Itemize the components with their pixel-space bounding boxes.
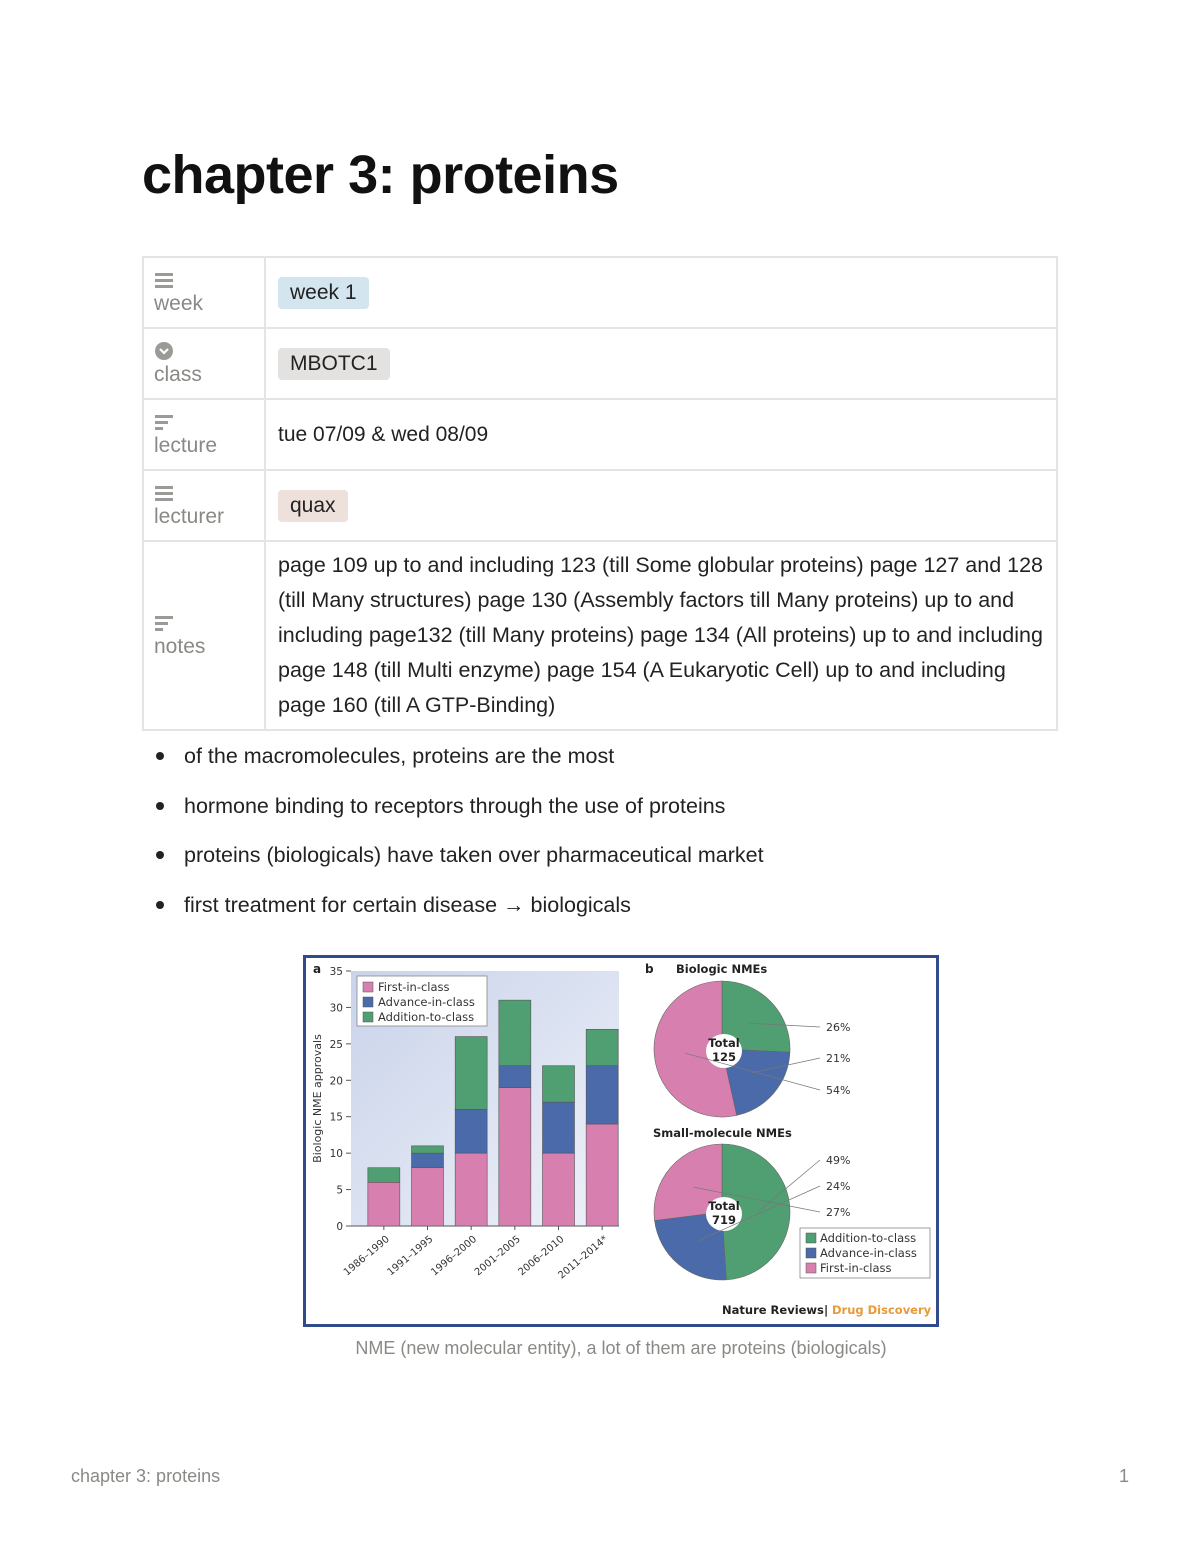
x-tick-label: 2006–2010 [516,1233,567,1279]
bar-segment [543,1102,575,1153]
class-tag[interactable]: MBOTC1 [278,348,390,380]
list-icon [154,483,176,503]
bar-chart-legend [357,976,487,1026]
week-tag[interactable]: week 1 [278,277,369,309]
figure[interactable] [303,955,939,1327]
list-item-text: hormone binding to receptors through the use of proteins [184,793,726,818]
list-item [156,788,764,838]
pie-slice-label: 49% [826,1154,851,1167]
x-tick-label: 2001–2005 [472,1233,523,1279]
property-row-lecture [143,399,1057,470]
pie-center-label: Total [708,1199,740,1213]
y-tick-label: 20 [329,1075,343,1088]
bar-segment [543,1066,575,1102]
property-key-class [143,328,265,399]
property-value-notes[interactable] [265,541,1057,730]
lecture-text: tue 07/09 & wed 08/09 [278,422,489,446]
bullet-icon [156,752,164,760]
list-item-text: proteins (biologicals) have taken over pharmaceutical market [184,843,764,867]
bar-segment [412,1168,444,1226]
pie-title: Small-molecule NMEs [653,1126,792,1140]
text-icon [154,412,176,432]
pie-slice-label: 26% [826,1021,851,1034]
panel-b-label: b [645,962,654,976]
legend-label: Advance-in-class [378,995,475,1009]
property-key-lecture [143,399,265,470]
bar-segment [586,1029,618,1065]
property-key-week [143,257,265,328]
list-item [156,887,764,937]
page-title: chapter 3: proteins [142,145,619,205]
bar-segment [455,1109,487,1153]
nme-figure [303,955,939,1327]
bar-segment [412,1146,444,1153]
x-tick-label: 2011–2014* [556,1233,611,1282]
properties-table [142,256,1058,731]
bullet-icon [156,851,164,859]
pie-title: Biologic NMEs [676,962,768,976]
y-tick-label: 25 [329,1038,343,1051]
property-row-week [143,257,1057,328]
property-row-class [143,328,1057,399]
page-number: 1 [1118,1466,1129,1486]
bar-segment [543,1153,575,1226]
notes-text: page 109 up to and including 123 (till Some globular proteins) page 127 and 128 (till Many structures) page 130 (Assembly factors till Many proteins) up to and including page132 (till Many proteins) page 134 (All proteins) up to and including page 148 (till Multi enzyme) page 154 (A Eukaryotic Cell) up to and including page 160 (till A GTP-Binding) [278,553,1044,717]
bar-segment [455,1153,487,1226]
lecturer-tag[interactable]: quax [278,490,348,522]
figure-caption: NME (new molecular entity), a lot of them are proteins (biologicals) [355,1338,887,1358]
property-key-label: class [154,362,202,386]
property-key-label: week [154,291,204,315]
pie-total: 719 [711,1213,737,1227]
pie-total: 125 [711,1050,737,1064]
bullet-icon [156,802,164,810]
property-key-lecturer [143,470,265,541]
list-icon [154,270,176,290]
x-tick-label: 1996–2000 [429,1233,480,1279]
credit-separator: | [824,1303,829,1317]
legend-label: First-in-class [378,980,450,994]
legend-label: Addition-to-class [378,1010,475,1024]
bar-segment [499,1088,531,1226]
bar-segment [586,1124,618,1226]
property-key-label: notes [154,634,206,658]
legend-swatch [806,1248,816,1258]
pie-slice-label: 27% [826,1206,851,1219]
pie-slice-label: 21% [826,1052,851,1065]
y-tick-label: 35 [329,966,343,978]
property-key-notes [143,541,265,730]
list-item-text: first treatment for certain disease → biologicals [184,892,631,917]
list-item [156,837,764,887]
property-key-label: lecture [154,433,218,457]
bullet-list [156,738,764,936]
y-tick-label: 5 [336,1184,343,1197]
y-tick-label: 30 [329,1002,343,1015]
property-key-label: lecturer [154,504,225,528]
legend-label: Addition-to-class [820,1231,917,1245]
circle-chevron-icon [154,341,176,361]
bar-segment [586,1066,618,1124]
pie-slice-label: 24% [826,1180,851,1193]
bar-segment [455,1037,487,1110]
pie-legend [800,1228,930,1278]
bar-chart-ylabel: Biologic NME approvals [311,1034,324,1163]
legend-swatch [806,1233,816,1243]
property-value-lecture[interactable] [265,399,1057,470]
pie-center-label: Total [708,1036,740,1050]
legend-swatch [363,982,373,992]
property-value-week[interactable] [265,257,1057,328]
credit-section: Drug Discovery [832,1303,932,1317]
legend-label: First-in-class [820,1261,892,1275]
list-item-text: of the macromolecules, proteins are the most [184,744,615,768]
bar-segment [368,1168,400,1183]
bullet-icon [156,901,164,909]
x-tick-label: 1991–1995 [385,1233,436,1279]
bar-segment [499,1066,531,1088]
property-value-lecturer[interactable] [265,470,1057,541]
y-tick-label: 10 [329,1148,343,1161]
property-row-notes [143,541,1057,730]
property-row-lecturer [143,470,1057,541]
property-value-class[interactable] [265,328,1057,399]
legend-swatch [806,1263,816,1273]
footer-title: chapter 3: proteins [71,1466,221,1486]
bar-segment [412,1153,444,1168]
bar-segment [368,1182,400,1226]
text-icon [154,613,176,633]
legend-swatch [363,997,373,1007]
pie-slice-label: 54% [826,1084,851,1097]
list-item [156,738,764,788]
x-tick-label: 1986–1990 [341,1233,392,1279]
legend-label: Advance-in-class [820,1246,917,1260]
y-tick-label: 15 [329,1111,343,1124]
credit-journal: Nature Reviews [722,1303,824,1317]
y-tick-label: 0 [336,1221,343,1233]
legend-swatch [363,1012,373,1022]
bar-segment [499,1000,531,1066]
panel-a-label: a [313,962,322,976]
